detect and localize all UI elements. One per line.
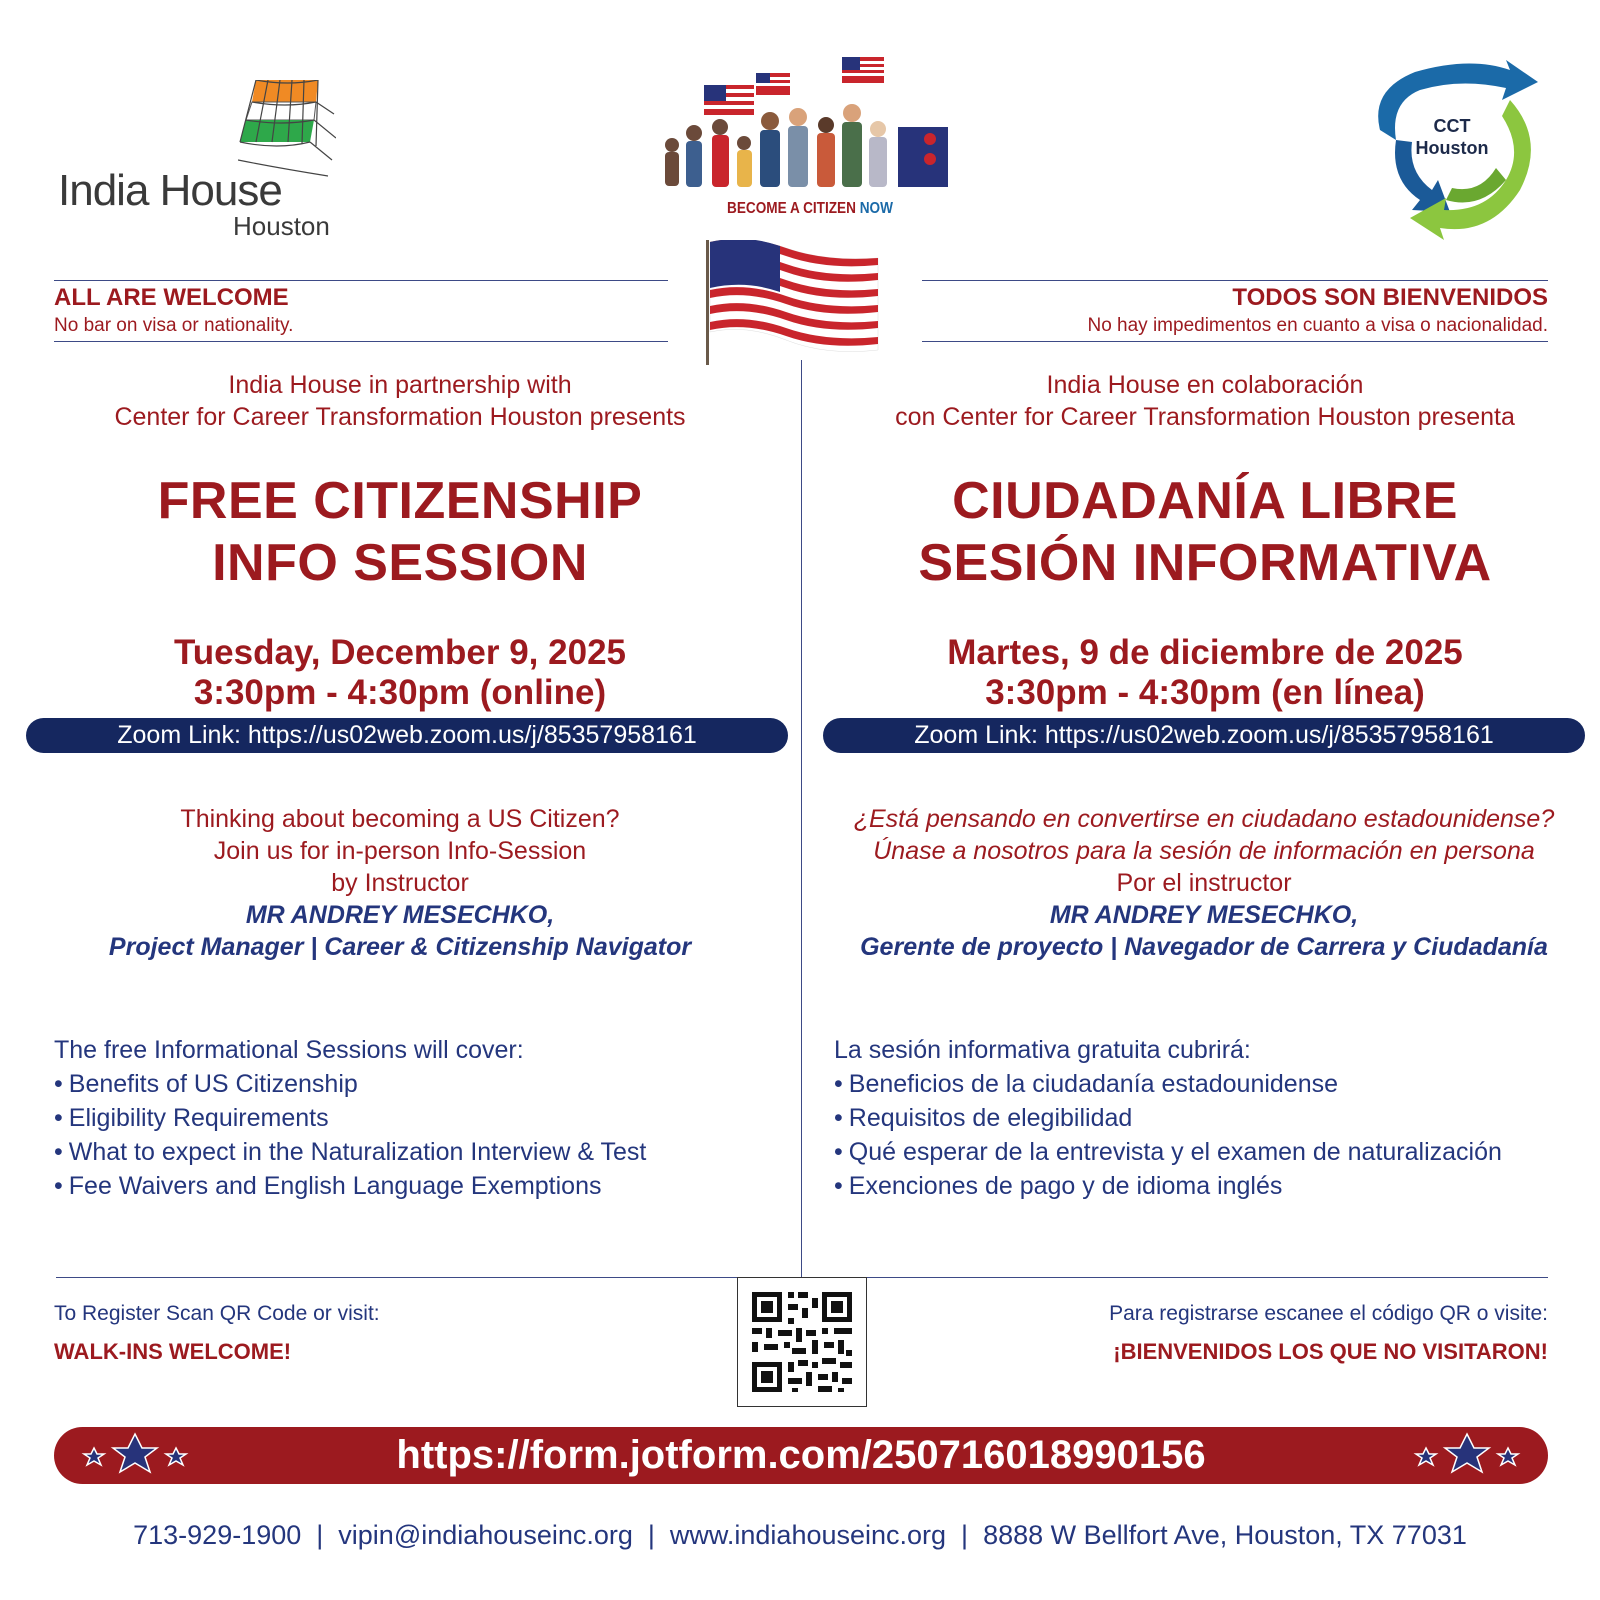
crowd-with-flags-illustration [660,55,960,195]
intro-es-line1: India House en colaboración [1046,371,1364,399]
title-es [820,470,1590,594]
intro-en-line1: India House in partnership with [228,371,572,399]
desc-es-line1: ¿Está pensando en convertirse en ciudadano estadounidense? [853,805,1555,833]
date-en [20,633,780,713]
intro-en [20,369,780,433]
list-item: • Eligibility Requirements [54,1101,784,1135]
registration-url-link[interactable]: https://form.jotform.com/250716018990156 [54,1427,1548,1484]
rule-bottom-right [922,341,1548,342]
list-item: • Qué esperar de la entrevista y el examen de naturalización [834,1135,1594,1169]
rule-top-left [54,280,668,281]
list-item: • Requisitos de elegibilidad [834,1101,1594,1135]
list-item: • Benefits of US Citizenship [54,1067,784,1101]
become-citizen-caption [683,200,938,218]
date-en-line1: Tuesday, December 9, 2025 [173,633,626,672]
cover-list-en [54,1033,784,1203]
cct-logo-line1: CCT [1433,116,1471,136]
intro-en-line2: Center for Career Transformation Houston presents [114,403,686,431]
intro-es [820,369,1590,433]
zoom-link-es[interactable]: Zoom Link: https://us02web.zoom.us/j/85357958161 [823,718,1585,753]
walkins-welcome-es: ¡BIENVENIDOS LOS QUE NO VISITARON! [1113,1339,1548,1364]
register-text-en: To Register Scan QR Code or visit: [54,1302,380,1325]
instructor-name-en: MR ANDREY MESECHKO, [245,901,555,929]
description-en [20,803,780,963]
center-divider [801,360,802,1280]
desc-en-line1: Thinking about becoming a US Citizen? [180,805,620,833]
cover-heading-en: The free Informational Sessions will cover: [54,1036,524,1064]
caption-part-1: BECOME A [727,200,804,217]
desc-en-line3: by Instructor [331,869,469,897]
instructor-role-en: Project Manager | Career & Citizenship Navigator [108,933,692,961]
list-item: • Beneficios de la ciudadanía estadounidense [834,1067,1594,1101]
stars-left-icon [80,1430,190,1482]
contact-footer: 713-929-1900 | vipin@indiahouseinc.org | www.indiahouseinc.org | 8888 W Bellfort Ave, Houston, TX 77031 [133,1520,1467,1550]
india-house-logo-grid [238,80,336,178]
instructor-name-es: MR ANDREY MESECHKO, [1049,901,1359,929]
title-en-line1: FREE CITIZENSHIP [157,472,643,530]
desc-es-line2: Únase a nosotros para la sesión de información en persona [873,837,1535,865]
cct-houston-logo [1360,60,1550,240]
cover-list-es [834,1033,1594,1203]
registration-qr-code[interactable] [737,1277,867,1407]
caption-part-2: CITIZEN [803,200,860,217]
intro-es-line2: con Center for Career Transformation Houston presenta [895,403,1515,431]
cct-logo-line2: Houston [1415,138,1489,158]
cover-heading-es: La sesión informativa gratuita cubrirá: [834,1036,1251,1064]
desc-es-line3: Por el instructor [1116,869,1292,897]
title-en-line2: INFO SESSION [212,534,588,592]
india-house-name: India House [58,166,282,215]
all-are-welcome: ALL ARE WELCOME [54,284,289,311]
rule-bottom-left [54,341,668,342]
date-es-line1: Martes, 9 de diciembre de 2025 [947,633,1463,672]
title-es-line1: CIUDADANÍA LIBRE [952,472,1458,530]
todos-son-bienvenidos: TODOS SON BIENVENIDOS [1232,284,1548,311]
title-es-line2: SESIÓN INFORMATIVA [918,534,1492,592]
caption-part-3: NOW [859,200,893,217]
instructor-role-es: Gerente de proyecto | Navegador de Carrera y Ciudadanía [860,933,1548,961]
rule-top-right [922,280,1548,281]
list-item: • Exenciones de pago y de idioma inglés [834,1169,1594,1203]
list-item: • What to expect in the Naturalization Interview & Test [54,1135,784,1169]
desc-en-line2: Join us for in-person Info-Session [213,837,587,865]
welcome-sub-es: No hay impedimentos en cuanto a visa o nacionalidad. [1087,315,1548,336]
walkins-welcome-en: WALK-INS WELCOME! [54,1339,292,1364]
welcome-sub-en: No bar on visa or nationality. [54,315,294,336]
description-es [812,803,1596,963]
date-es [820,633,1590,713]
date-es-line2: 3:30pm - 4:30pm (en línea) [985,673,1425,712]
us-flag-icon [706,240,881,365]
stars-right-icon [1412,1430,1522,1482]
date-en-line2: 3:30pm - 4:30pm (online) [193,673,607,712]
title-en [20,470,780,594]
register-text-es: Para registrarse escanee el código QR o visite: [1109,1302,1548,1325]
list-item: • Fee Waivers and English Language Exemptions [54,1169,784,1203]
india-house-city: Houston [233,211,330,241]
zoom-link-en[interactable]: Zoom Link: https://us02web.zoom.us/j/85357958161 [26,718,788,753]
